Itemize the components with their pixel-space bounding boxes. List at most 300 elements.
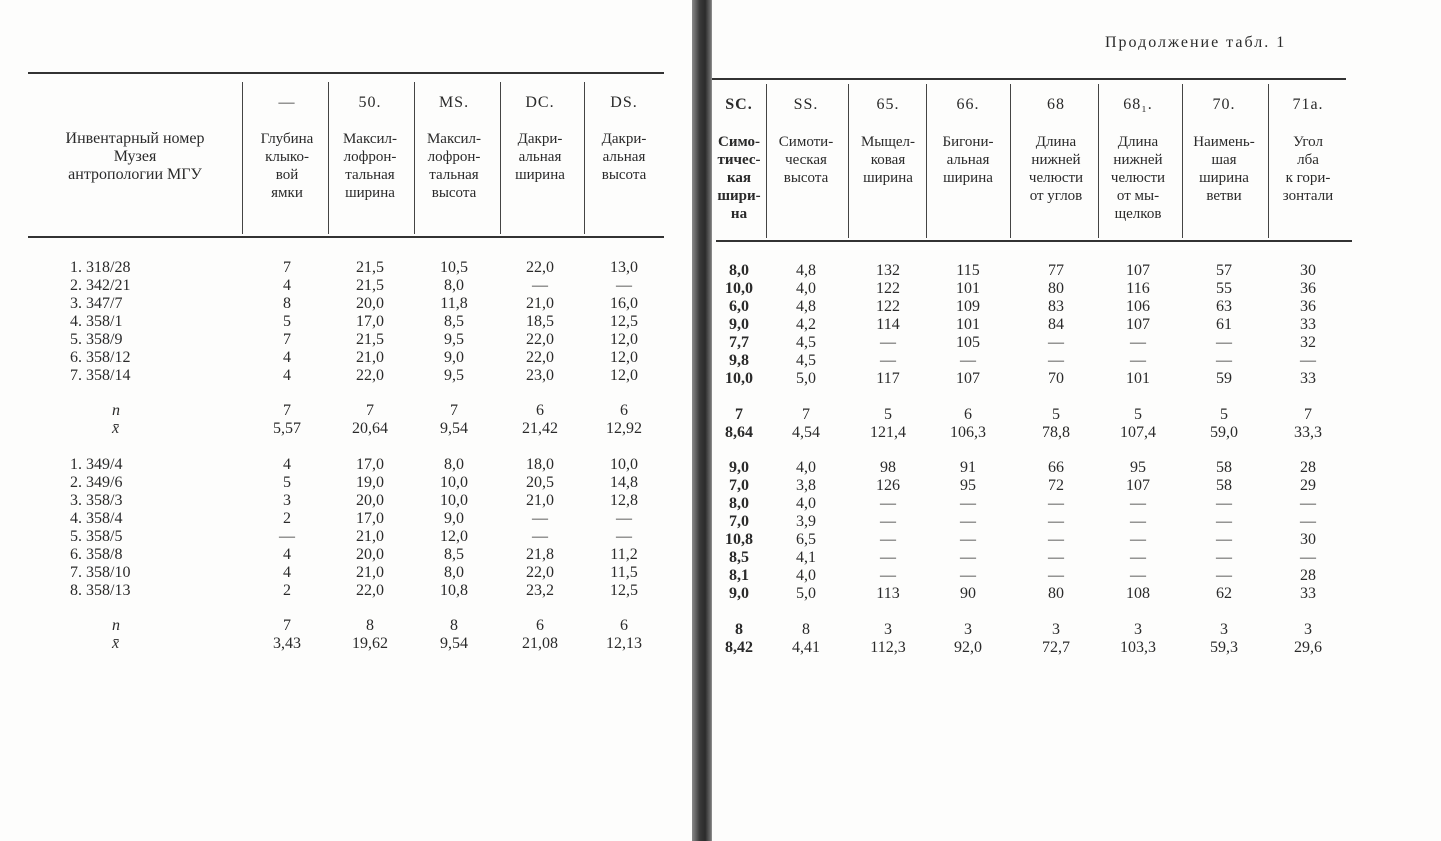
column-name: Бигони- альная ширина (942, 134, 994, 186)
table-cell: 20,5 (526, 474, 554, 491)
table-cell: — (1048, 352, 1064, 369)
column-code: 66. (956, 96, 980, 113)
table-cell: 101 (1126, 370, 1150, 387)
table-cell: 4,8 (796, 262, 816, 279)
table-cell: 7,7 (729, 334, 749, 351)
column-name: Дакри- альная ширина (515, 131, 565, 183)
table-cell: — (960, 567, 976, 584)
table-cell: 4 (283, 546, 291, 563)
stat-cell: 21,08 (522, 635, 558, 652)
table-cell: 106 (1126, 298, 1150, 315)
stat-cell: 7 (450, 402, 458, 419)
table-cell: 14,8 (610, 474, 638, 491)
table-cell: 91 (960, 459, 976, 476)
stat-label-n: n (112, 617, 120, 634)
table-cell: 17,0 (356, 313, 384, 330)
rule-header-right (716, 240, 1352, 242)
table-cell: 8,0 (729, 495, 749, 512)
stat-cell: 7 (802, 406, 810, 423)
table-cell: 4,8 (796, 298, 816, 315)
table-cell: — (880, 495, 896, 512)
column-name: Глубина клыко- вой ямки (260, 131, 314, 201)
stat-cell: 5 (1052, 406, 1060, 423)
table-cell: 21,5 (356, 277, 384, 294)
table-cell: 4,0 (796, 567, 816, 584)
table-cell: — (960, 352, 976, 369)
table-cell: 30 (1300, 262, 1316, 279)
table-cell: 21,0 (356, 528, 384, 545)
table-cell: 9,0 (444, 349, 464, 366)
stat-cell: 3 (1134, 621, 1142, 638)
table-cell: 16,0 (610, 295, 638, 312)
table-cell: 117 (876, 370, 900, 387)
table-cell: 21,8 (526, 546, 554, 563)
stat-cell: 3 (964, 621, 972, 638)
table-cell: 3 (283, 492, 291, 509)
table-cell: 20,0 (356, 492, 384, 509)
table-cell: — (616, 528, 632, 545)
table-cell: 10,5 (440, 259, 468, 276)
table-cell: 5 (283, 474, 291, 491)
table-cell: — (1216, 549, 1232, 566)
table-cell: 95 (960, 477, 976, 494)
table-cell: 95 (1130, 459, 1146, 476)
column-code: SC. (725, 96, 753, 113)
table-cell: 4,2 (796, 316, 816, 333)
table-cell: 10,8 (440, 582, 468, 599)
column-name: Симо- тичес- кая шири- на (717, 134, 761, 222)
column-code: SS. (793, 96, 819, 113)
table-cell: — (1130, 549, 1146, 566)
table-cell: 5,0 (796, 585, 816, 602)
stat-cell: 6 (536, 402, 544, 419)
table-cell: 10,0 (440, 474, 468, 491)
table-cell: 8,0 (729, 262, 749, 279)
table-cell: — (1048, 567, 1064, 584)
row-label: 4. 358/1 (70, 313, 123, 330)
column-name: Максил- лофрон- тальная ширина (342, 131, 398, 201)
table-cell: 21,0 (526, 295, 554, 312)
table-cell: 61 (1216, 316, 1232, 333)
table-cell: 114 (876, 316, 900, 333)
rule-top-right (712, 78, 1346, 80)
table-cell: 101 (956, 280, 980, 297)
table-cell: 2 (283, 510, 291, 527)
table-cell: 12,0 (440, 528, 468, 545)
table-cell: 5,0 (796, 370, 816, 387)
stat-cell: 12,92 (606, 420, 642, 437)
table-cell: 7 (283, 259, 291, 276)
table-cell: 5 (283, 313, 291, 330)
table-cell: 6,5 (796, 531, 816, 548)
table-cell: — (1048, 495, 1064, 512)
table-cell: 20,0 (356, 546, 384, 563)
table-cell: 36 (1300, 298, 1316, 315)
table-cell: 21,5 (356, 331, 384, 348)
table-cell: 10,0 (610, 456, 638, 473)
column-code: — (278, 94, 296, 111)
table-cell: 23,0 (526, 367, 554, 384)
row-header-label: Инвентарный номер Музея антропологии МГУ (65, 130, 205, 183)
column-code: 65. (876, 96, 900, 113)
table-cell: — (1130, 334, 1146, 351)
table-cell: 21,0 (356, 564, 384, 581)
table-cell: 132 (876, 262, 900, 279)
row-label: 6. 358/8 (70, 546, 123, 563)
table-cell: 33 (1300, 585, 1316, 602)
table-cell: 83 (1048, 298, 1064, 315)
column-name: Дакри- альная высота (601, 131, 647, 183)
stat-label-n: n (112, 402, 120, 419)
stat-cell: 9,54 (440, 635, 468, 652)
table-cell: 109 (956, 298, 980, 315)
table-cell: 98 (880, 459, 896, 476)
table-cell: 107 (956, 370, 980, 387)
table-cell: — (1216, 352, 1232, 369)
table-cell: — (1300, 495, 1316, 512)
table-cell: 57 (1216, 262, 1232, 279)
stat-cell: 33,3 (1294, 424, 1322, 441)
table-cell: 21,5 (356, 259, 384, 276)
table-cell: 4 (283, 564, 291, 581)
table-cell: 8,0 (444, 564, 464, 581)
table-cell: — (1216, 531, 1232, 548)
column-code: 71а. (1292, 96, 1324, 113)
stat-cell: 8 (802, 621, 810, 638)
table-cell: 84 (1048, 316, 1064, 333)
table-cell: 9,8 (729, 352, 749, 369)
table-cell: 8,0 (444, 456, 464, 473)
row-label: 7. 358/10 (70, 564, 131, 581)
stat-cell: 19,62 (352, 635, 388, 652)
table-cell: 33 (1300, 316, 1316, 333)
column-name: Мыщел- ковая ширина (860, 134, 916, 186)
row-label: 4. 358/4 (70, 510, 123, 527)
continuation-caption: Продолжение табл. 1 (1105, 34, 1287, 51)
table-cell: 2 (283, 582, 291, 599)
table-cell: 8,0 (444, 277, 464, 294)
table-cell: — (1216, 334, 1232, 351)
table-cell: — (532, 277, 548, 294)
table-cell: 63 (1216, 298, 1232, 315)
table-cell: 4 (283, 349, 291, 366)
table-cell: 12,0 (610, 331, 638, 348)
table-cell: 28 (1300, 459, 1316, 476)
stat-cell: 7 (366, 402, 374, 419)
table-cell: 101 (956, 316, 980, 333)
column-name: Максил- лофрон- тальная высота (426, 131, 482, 201)
column-code: DC. (525, 94, 555, 111)
table-cell: 7 (283, 331, 291, 348)
table-cell: 108 (1126, 585, 1150, 602)
table-cell: 4,0 (796, 495, 816, 512)
table-cell: 8,5 (729, 549, 749, 566)
table-cell: 80 (1048, 585, 1064, 602)
table-cell: 19,0 (356, 474, 384, 491)
table-cell: — (880, 334, 896, 351)
table-cell: 3,8 (796, 477, 816, 494)
table-cell: 22,0 (526, 331, 554, 348)
stat-cell: 5 (1220, 406, 1228, 423)
rule-header-left (28, 236, 664, 238)
row-label: 2. 349/6 (70, 474, 123, 491)
stat-label-mean: x̄ (112, 635, 120, 652)
stat-cell: 6 (620, 402, 628, 419)
table-cell: 28 (1300, 567, 1316, 584)
table-cell: — (1048, 531, 1064, 548)
column-code: 68 (1047, 96, 1065, 113)
table-cell: 126 (876, 477, 900, 494)
table-cell: 105 (956, 334, 980, 351)
table-cell: 62 (1216, 585, 1232, 602)
table-cell: 22,0 (356, 582, 384, 599)
column-code: 68₁. (1123, 96, 1153, 113)
stat-cell: 8 (366, 617, 374, 634)
table-cell: 12,8 (610, 492, 638, 509)
table-cell: — (880, 352, 896, 369)
table-cell: 4 (283, 456, 291, 473)
table-cell: — (1130, 567, 1146, 584)
table-cell: 13,0 (610, 259, 638, 276)
column-divider-left (242, 82, 243, 234)
stat-cell: 20,64 (352, 420, 388, 437)
table-cell: — (1130, 352, 1146, 369)
table-cell: 32 (1300, 334, 1316, 351)
column-name: Наимень- шая ширина ветви (1193, 134, 1255, 204)
table-cell: 77 (1048, 262, 1064, 279)
table-cell: 58 (1216, 477, 1232, 494)
table-cell: 33 (1300, 370, 1316, 387)
table-cell: — (960, 531, 976, 548)
stat-cell: 21,42 (522, 420, 558, 437)
stat-cell: 72,7 (1042, 639, 1070, 656)
table-cell: — (1130, 513, 1146, 530)
stat-cell: 92,0 (954, 639, 982, 656)
table-cell: — (1300, 549, 1316, 566)
stat-cell: 59,3 (1210, 639, 1238, 656)
table-cell: — (279, 528, 295, 545)
table-cell: 4,5 (796, 352, 816, 369)
table-cell: 21,0 (526, 492, 554, 509)
stat-cell: 8,64 (725, 424, 753, 441)
stat-cell: 3 (1220, 621, 1228, 638)
table-cell: 21,0 (356, 349, 384, 366)
table-cell: 9,0 (729, 316, 749, 333)
table-cell: 23,2 (526, 582, 554, 599)
table-cell: 107 (1126, 477, 1150, 494)
table-cell: 8 (283, 295, 291, 312)
stat-cell: 112,3 (870, 639, 906, 656)
table-cell: 4,1 (796, 549, 816, 566)
stat-cell: 7 (735, 406, 743, 423)
table-cell: 8,5 (444, 313, 464, 330)
table-cell: 90 (960, 585, 976, 602)
table-cell: 12,5 (610, 582, 638, 599)
stat-cell: 3 (884, 621, 892, 638)
stat-cell: 7 (283, 617, 291, 634)
stat-cell: 3 (1304, 621, 1312, 638)
table-cell: 9,0 (444, 510, 464, 527)
stat-cell: 4,41 (792, 639, 820, 656)
stat-cell: 8 (450, 617, 458, 634)
table-cell: 22,0 (526, 564, 554, 581)
table-cell: — (1130, 531, 1146, 548)
table-cell: — (1216, 567, 1232, 584)
stat-cell: 6 (536, 617, 544, 634)
table-cell: 66 (1048, 459, 1064, 476)
table-cell: 4 (283, 277, 291, 294)
stat-cell: 29,6 (1294, 639, 1322, 656)
table-cell: 3,9 (796, 513, 816, 530)
table-cell: 72 (1048, 477, 1064, 494)
stat-cell: 5 (1134, 406, 1142, 423)
table-cell: 7,0 (729, 513, 749, 530)
table-cell: 4,0 (796, 459, 816, 476)
row-label: 7. 358/14 (70, 367, 131, 384)
table-cell: 9,0 (729, 585, 749, 602)
table-cell: 115 (956, 262, 980, 279)
stat-cell: 7 (283, 402, 291, 419)
table-cell: — (1130, 495, 1146, 512)
row-label: 3. 358/3 (70, 492, 123, 509)
table-cell: 55 (1216, 280, 1232, 297)
table-cell: 18,0 (526, 456, 554, 473)
table-cell: 17,0 (356, 456, 384, 473)
table-cell: 10,0 (725, 280, 753, 297)
table-cell: 10,0 (725, 370, 753, 387)
stat-cell: 3,43 (273, 635, 301, 652)
row-label: 6. 358/12 (70, 349, 131, 366)
table-cell: 36 (1300, 280, 1316, 297)
stat-cell: 6 (620, 617, 628, 634)
row-label: 8. 358/13 (70, 582, 131, 599)
row-label: 3. 347/7 (70, 295, 123, 312)
table-cell: 9,5 (444, 367, 464, 384)
table-cell: 18,5 (526, 313, 554, 330)
column-name: Угол лба к гори- зонтали (1282, 134, 1334, 204)
table-cell: 6,0 (729, 298, 749, 315)
stat-cell: 78,8 (1042, 424, 1070, 441)
table-cell: 9,0 (729, 459, 749, 476)
table-cell: — (1048, 334, 1064, 351)
table-cell: 10,0 (440, 492, 468, 509)
row-label: 2. 342/21 (70, 277, 131, 294)
stat-cell: 121,4 (870, 424, 906, 441)
table-cell: 30 (1300, 531, 1316, 548)
table-cell: 11,2 (610, 546, 638, 563)
table-cell: — (1216, 495, 1232, 512)
table-cell: — (1300, 352, 1316, 369)
table-cell: 17,0 (356, 510, 384, 527)
table-cell: — (880, 531, 896, 548)
stat-cell: 59,0 (1210, 424, 1238, 441)
table-cell: 4,0 (796, 280, 816, 297)
stat-cell: 5 (884, 406, 892, 423)
stat-cell: 3 (1052, 621, 1060, 638)
table-cell: 20,0 (356, 295, 384, 312)
table-cell: — (1048, 549, 1064, 566)
table-cell: 22,0 (526, 349, 554, 366)
table-cell: — (1048, 513, 1064, 530)
table-cell: — (616, 510, 632, 527)
table-cell: 113 (876, 585, 900, 602)
stat-cell: 12,13 (606, 635, 642, 652)
table-cell: 4 (283, 367, 291, 384)
table-cell: 122 (876, 280, 900, 297)
table-cell: 22,0 (356, 367, 384, 384)
table-cell: — (960, 549, 976, 566)
table-cell: 9,5 (444, 331, 464, 348)
table-cell: — (1300, 513, 1316, 530)
column-name: Длина нижней челюсти от мы- щелков (1110, 134, 1166, 222)
column-name: Симоти- ческая высота (778, 134, 834, 186)
table-cell: — (616, 277, 632, 294)
table-cell: — (532, 528, 548, 545)
table-cell: 10,8 (725, 531, 753, 548)
table-cell: — (532, 510, 548, 527)
stat-cell: 8,42 (725, 639, 753, 656)
row-label: 1. 318/28 (70, 259, 131, 276)
table-cell: 7,0 (729, 477, 749, 494)
stat-label-mean: x̄ (112, 420, 120, 437)
table-cell: 8,5 (444, 546, 464, 563)
row-label: 1. 349/4 (70, 456, 123, 473)
column-code: 50. (358, 94, 382, 111)
column-code: DS. (610, 94, 638, 111)
table-cell: — (960, 513, 976, 530)
table-cell: 11,8 (440, 295, 468, 312)
stat-cell: 9,54 (440, 420, 468, 437)
table-cell: 107 (1126, 316, 1150, 333)
row-label: 5. 358/9 (70, 331, 123, 348)
column-name: Длина нижней челюсти от углов (1028, 134, 1084, 204)
table-cell: — (960, 495, 976, 512)
stat-cell: 106,3 (950, 424, 986, 441)
table-cell: — (880, 567, 896, 584)
column-code: MS. (438, 94, 470, 111)
table-cell: 12,5 (610, 313, 638, 330)
table-cell: 22,0 (526, 259, 554, 276)
column-code: 70. (1212, 96, 1236, 113)
table-cell: 11,5 (610, 564, 638, 581)
row-label: 5. 358/5 (70, 528, 123, 545)
stat-cell: 4,54 (792, 424, 820, 441)
table-cell: 29 (1300, 477, 1316, 494)
stat-cell: 7 (1304, 406, 1312, 423)
table-cell: 107 (1126, 262, 1150, 279)
stat-cell: 103,3 (1120, 639, 1156, 656)
table-cell: 12,0 (610, 349, 638, 366)
table-cell: 59 (1216, 370, 1232, 387)
table-cell: — (1216, 513, 1232, 530)
table-cell: — (880, 513, 896, 530)
table-cell: — (880, 549, 896, 566)
table-cell: 80 (1048, 280, 1064, 297)
column-divider-right (1010, 84, 1011, 238)
stat-cell: 6 (964, 406, 972, 423)
table-cell: 58 (1216, 459, 1232, 476)
table-cell: 4,5 (796, 334, 816, 351)
table-cell: 122 (876, 298, 900, 315)
stat-cell: 107,4 (1120, 424, 1156, 441)
table-cell: 8,1 (729, 567, 749, 584)
table-cell: 70 (1048, 370, 1064, 387)
rule-top-left (28, 72, 664, 74)
stat-cell: 5,57 (273, 420, 301, 437)
table-cell: 12,0 (610, 367, 638, 384)
stat-cell: 8 (735, 621, 743, 638)
table-cell: 116 (1126, 280, 1150, 297)
